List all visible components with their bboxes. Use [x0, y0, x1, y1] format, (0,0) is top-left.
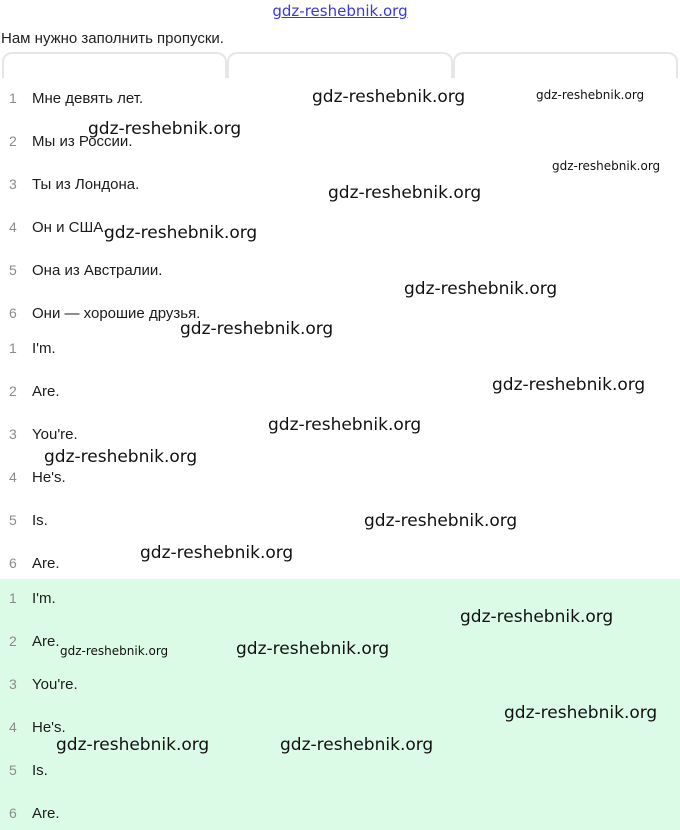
list-item	[0, 381, 60, 401]
watermark: gdz-reshebnik.org	[236, 639, 390, 659]
list-item	[0, 303, 200, 323]
watermark: gdz-reshebnik.org	[56, 735, 210, 755]
item-text: Мне девять лет.	[32, 89, 144, 107]
item-text: Are.	[32, 382, 60, 400]
item-text: Are.	[32, 632, 60, 650]
list-item	[0, 760, 48, 780]
answers-list	[0, 79, 680, 579]
item-text: Они — хорошие друзья.	[32, 304, 201, 322]
list-item	[0, 674, 78, 694]
list-item	[0, 588, 56, 608]
watermark: gdz-reshebnik.org	[460, 607, 614, 627]
item-text: You're.	[32, 425, 78, 443]
watermark: gdz-reshebnik.org	[328, 183, 482, 203]
tab-2[interactable]	[227, 52, 452, 78]
tab-bar	[2, 52, 678, 78]
watermark: gdz-reshebnik.org	[280, 735, 434, 755]
item-number: 4	[9, 719, 17, 735]
item-number: 2	[9, 633, 17, 649]
watermark: gdz-reshebnik.org	[504, 703, 658, 723]
list-item	[0, 174, 139, 194]
item-text: Ты из Лондона.	[32, 175, 140, 193]
item-text: Is.	[32, 511, 48, 529]
item-number: 1	[9, 340, 17, 356]
watermark: gdz-reshebnik.org	[404, 279, 558, 299]
item-text: Мы из России.	[32, 132, 133, 150]
list-item	[0, 338, 56, 358]
watermark: gdz-reshebnik.org	[536, 88, 645, 102]
site-header-link[interactable]: gdz-reshebnik.org	[272, 2, 408, 20]
item-number: 3	[9, 676, 17, 692]
instruction-text: Нам нужно заполнить пропуски.	[1, 30, 224, 47]
tab-1[interactable]	[2, 52, 227, 78]
list-item	[0, 260, 162, 280]
item-number: 3	[9, 176, 17, 192]
item-text: Is.	[32, 761, 48, 779]
item-number: 5	[9, 512, 17, 528]
watermark: gdz-reshebnik.org	[492, 375, 646, 395]
watermark: gdz-reshebnik.org	[552, 159, 661, 173]
item-number: 4	[9, 469, 17, 485]
watermark: gdz-reshebnik.org	[312, 87, 466, 107]
list-item	[0, 631, 60, 651]
item-text: He's.	[32, 718, 66, 736]
item-text: I'm.	[32, 589, 56, 607]
item-text: Are.	[32, 554, 60, 572]
list-item	[0, 424, 78, 444]
item-number: 2	[9, 133, 17, 149]
list-item	[0, 217, 107, 237]
item-text: Он и США.	[32, 218, 108, 236]
watermark: gdz-reshebnik.org	[44, 447, 198, 467]
item-number: 3	[9, 426, 17, 442]
item-number: 2	[9, 383, 17, 399]
watermark: gdz-reshebnik.org	[268, 415, 422, 435]
list-item	[0, 553, 60, 573]
item-number: 6	[9, 305, 17, 321]
tab-3[interactable]	[453, 52, 678, 78]
item-text: I'm.	[32, 339, 56, 357]
watermark: gdz-reshebnik.org	[180, 319, 334, 339]
item-number: 1	[9, 90, 17, 106]
watermark: gdz-reshebnik.org	[364, 511, 518, 531]
item-text: Are.	[32, 804, 60, 822]
list-item	[0, 510, 48, 530]
item-number: 4	[9, 219, 17, 235]
item-text: You're.	[32, 675, 78, 693]
list-item	[0, 803, 60, 823]
item-number: 5	[9, 762, 17, 778]
list-item	[0, 717, 66, 737]
list-item	[0, 467, 66, 487]
item-text: He's.	[32, 468, 66, 486]
watermark: gdz-reshebnik.org	[88, 119, 242, 139]
watermark: gdz-reshebnik.org	[140, 543, 294, 563]
item-number: 6	[9, 805, 17, 821]
item-number: 6	[9, 555, 17, 571]
list-item	[0, 88, 143, 108]
watermark: gdz-reshebnik.org	[60, 644, 169, 658]
item-number: 1	[9, 590, 17, 606]
watermark: gdz-reshebnik.org	[104, 223, 258, 243]
item-number: 5	[9, 262, 17, 278]
item-text: Она из Австралии.	[32, 261, 163, 279]
